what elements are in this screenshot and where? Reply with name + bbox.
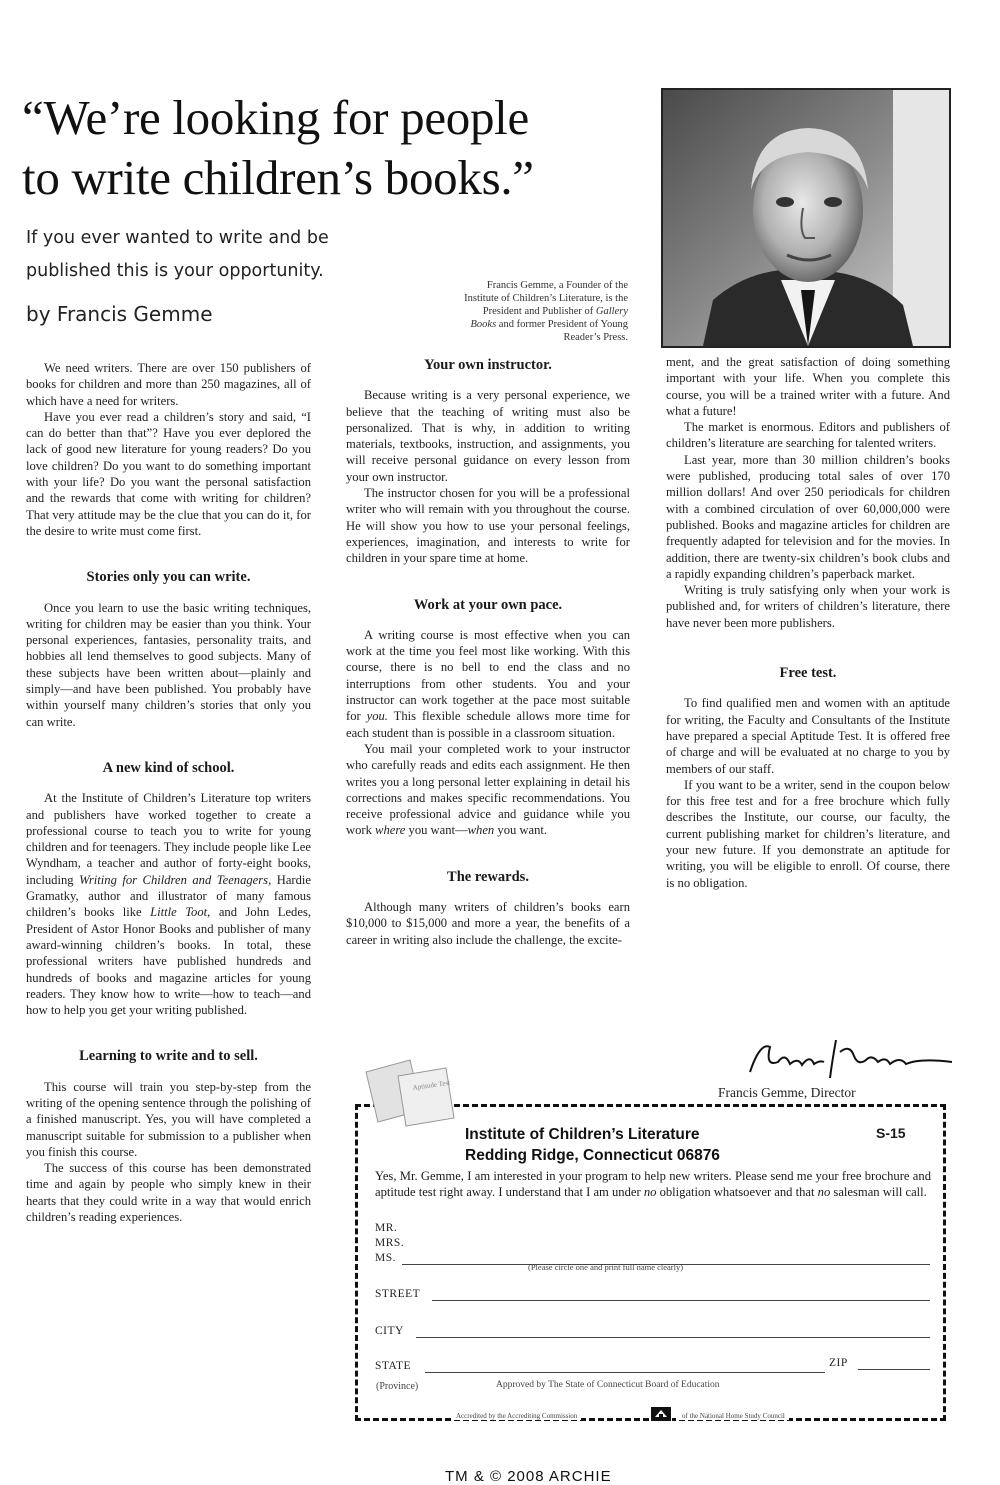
signature-name: Francis Gemme, Director (718, 1085, 856, 1100)
byline: by Francis Gemme (26, 302, 213, 326)
photo-caption (395, 279, 628, 344)
emphasis: no (817, 1185, 831, 1199)
text: you want— (408, 823, 468, 838)
nhsc-seal-icon (650, 1406, 672, 1422)
paragraph: Once you learn to use the basic writing techniques, writing for children may be easier than you think. Your personal experiences, fantasies, personality traits, and hobbies all lend themselves to good subjects. Many of these subjects have been written about—plainly and simply—and have been published. You probably have within yourself many children’s stories that only you can write. (26, 600, 311, 729)
paragraph: If you want to be a writer, send in the coupon below for this free test and for a free brochure which fully describes the Institute, our course, our faculty, the current publishing market for children’s literature, and your new future. If you demonstrate an aptitude for writing, you will be eligible to enroll. Of course, there is no obligation. (666, 777, 950, 890)
section-heading: Work at your own pace. (413, 596, 563, 613)
paragraph: The success of this course has been demonstrated time and again by people who simply knew in their hearts that they could write in a way that would enrich children’s reading experiences. (26, 1161, 311, 1225)
paragraph: The market is enormous. Editors and publishers of children’s literature are searching for talented writers. (666, 420, 950, 451)
field-label-city: CITY (375, 1325, 404, 1337)
caption-text: President and Publisher of (482, 306, 594, 317)
paragraph: Last year, more than 30 million children’s books were published, producing total sales of over 170 million dollars! And over 250 periodicals for children with a combined circulation of over 60,000,000 were published. Books and magazine articles for children are frequently adapted for television and for the movies. In addition, there are twenty-six children’s book clubs and a rapidly expanding children’s paperback market. (666, 452, 950, 581)
paragraph: Although many writers of children’s books earn $10,000 to $15,000 and more a year, the benefits of a career in writing also include the challenge, the excite- (346, 900, 630, 947)
headline-line-2: to write children’s books.” (22, 150, 534, 205)
caption-line (395, 305, 628, 318)
accreditation-left: Accredited by the Accrediting Commission (452, 1412, 581, 1420)
portrait-illustration (663, 90, 949, 346)
text: salesman will call. (833, 1185, 927, 1199)
institute-address: Redding Ridge, Connecticut 06876 (465, 1147, 720, 1164)
booklet-image (358, 1058, 458, 1128)
text: obligation whatsoever and that (659, 1185, 815, 1199)
signature-icon (740, 1032, 960, 1082)
institute-name: Institute of Children’s Literature (465, 1126, 700, 1143)
caption-line: Institute of Children’s Literature, is the (464, 293, 628, 304)
text: You mail your completed work to your instructor who carefully reads and edits each assignment. He then writes you a long personal letter explaining in detail his corrections and makes specific recommendations. You receive professional advice and guidance while you work (346, 741, 630, 838)
field-label-mr: MR. (375, 1222, 398, 1234)
zip-input-line[interactable] (858, 1369, 930, 1370)
emphasis: no (643, 1185, 657, 1199)
paragraph: We need writers. There are over 150 publishers of books for children and more than 250 magazines, all of which have a need for writers. (26, 361, 311, 408)
paragraph (346, 741, 630, 839)
paragraph: ment, and the great satisfaction of doing something important with your life. When you complete this course, you will be a trained writer with a future. And what a future! (666, 355, 950, 418)
headline (22, 88, 642, 208)
emphasis: where (375, 823, 406, 838)
paragraph: To find qualified men and women with an aptitude for writing, the Faculty and Consultants of the Institute have prepared a special Aptitude Test. It is offered free of charge and will be evaluated at no charge to you by members of our staff. (666, 696, 950, 776)
state-input-line[interactable] (425, 1372, 825, 1373)
section-heading: Free test. (779, 665, 837, 682)
caption-line: Francis Gemme, a Founder of the (486, 280, 628, 291)
section-heading: A new kind of school. (102, 759, 235, 776)
paragraph: Have you ever read a children’s story and said, “I can do better than that”? Have you ever deplored the lack of good new literature for young readers? Do you love children? Do you want to do something important with your life? Do you want the personal satisfaction and the rewards that come with writing for children? That very attitude may be the clue that you can do it, for the desire to write must come first. (26, 409, 311, 538)
text: Yes, Mr. Gemme, I am interested in your program to help new writers. Please send me your free brochure and aptitude test right away. I understand that I am under (375, 1169, 931, 1199)
coupon-code: S-15 (876, 1125, 906, 1141)
paragraph: This course will train you step-by-step from the writing of the opening sentence through the polishing of a finished manuscript. Yes, you will have completed a manuscript suitable for submission to a publisher when you finish this course. (26, 1079, 311, 1159)
copyright-footer: TM & © 2008 ARCHIE (445, 1468, 612, 1485)
caption-italic: Gallery (595, 306, 628, 317)
approval-note: Approved by The State of Connecticut Board of Education (496, 1380, 720, 1390)
street-input-line[interactable] (432, 1300, 930, 1301)
text: A writing course is most effective when you can work at the time you feel most like working. With this course, there is no bell to end the class and no interruptions from other students. You and your instructor can work together at the pace most suitable for (346, 627, 630, 724)
portrait-photo (661, 88, 951, 348)
emphasis: when (467, 823, 495, 838)
field-label-mrs: MRS. (375, 1237, 405, 1249)
book-title: Little Toot, (150, 905, 211, 920)
book-title: Writing for Children and Teenagers, (79, 872, 272, 887)
subheadline-line-2: published this is your opportunity. (26, 261, 324, 281)
caption-italic: Books (470, 319, 497, 330)
field-label-zip: ZIP (829, 1357, 848, 1369)
subheadline (26, 222, 356, 288)
section-heading: The rewards. (447, 868, 529, 885)
name-hint: (Please circle one and print full name clearly) (528, 1262, 684, 1272)
accreditation-right: of the National Home Study Council (678, 1412, 789, 1420)
booklet-label: Aptitude Test (412, 1078, 451, 1092)
section-heading: Your own instructor. (424, 357, 552, 373)
caption-text: and former President of Young (498, 319, 628, 330)
text: Hardie Gramatky, author and illustrator of many famous children’s books like (26, 872, 311, 920)
section-heading: Stories only you can write. (86, 569, 251, 586)
coupon-statement (375, 1168, 931, 1200)
text: and John Ledes, President of Astor Honor Books and publisher of many award-winning children’s books. In total, these professional writers have published hundreds and hundreds of books and magazine articles for young readers. They know how to write—how to teach—and how to help you get your writing published. (26, 905, 311, 1018)
field-label-ms: MS. (375, 1252, 396, 1264)
section-heading: Learning to write and to sell. (79, 1048, 258, 1065)
city-input-line[interactable] (416, 1337, 930, 1338)
coupon-header (465, 1124, 720, 1166)
caption-line (395, 318, 628, 331)
paragraph: The instructor chosen for you will be a professional writer who will remain with you throughout the course. He will show you how to use your personal feelings, experiences, imagination, and interests to write for children in your spare time at home. (346, 486, 630, 566)
field-label-state: STATE (375, 1360, 412, 1372)
paragraph (346, 627, 630, 741)
column-3 (666, 354, 950, 891)
column-2 (346, 357, 630, 948)
emphasis: you. (366, 709, 388, 724)
text: At the Institute of Children’s Literature top writers and publishers have worked together to create a professional course to teach you to write for young children and for teenagers. They include people like Lee Wyndham, a teacher and author of forty-eight books, including (26, 791, 311, 887)
field-label-street: STREET (375, 1288, 421, 1300)
paragraph (26, 790, 311, 1018)
field-label-province: (Province) (376, 1381, 419, 1392)
headline-line-1: “We’re looking for people (22, 90, 529, 145)
subheadline-line-1: If you ever wanted to write and be (26, 228, 329, 248)
caption-line: Reader’s Press. (563, 332, 628, 343)
paragraph: Writing is truly satisfying only when your work is published and, for writers of children’s literature, there have never been more publishers. (666, 583, 950, 630)
booklet-icon (358, 1058, 458, 1128)
text: This flexible schedule allows more time for each student than is possible in a classroom situation. (346, 709, 630, 740)
column-1 (26, 360, 311, 1225)
text: you want. (497, 823, 548, 838)
paragraph: Because writing is a very personal experience, we believe that the teaching of writing must also be personalized. That is why, in addition to writing materials, textbooks, instruction, and assignments, you will receive personal guidance on every lesson from your own instructor. (346, 388, 630, 484)
